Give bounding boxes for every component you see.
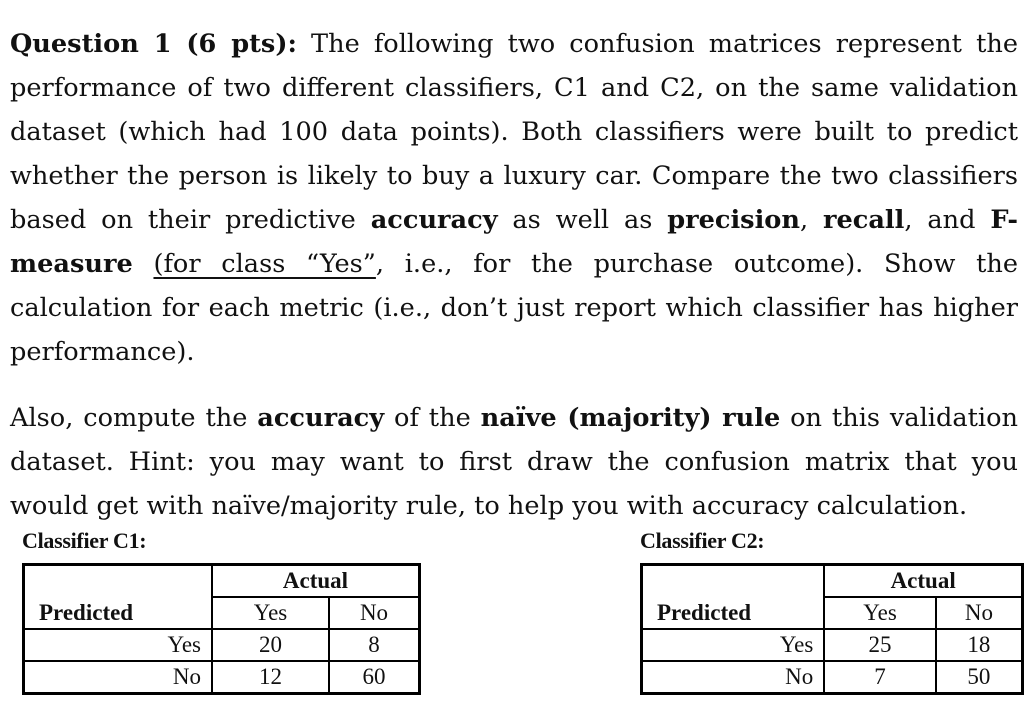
classifier-c2 [640,528,1024,695]
question-text [10,22,1018,528]
actual-header: Actual [824,565,1022,598]
question-paragraph-2 [10,396,1018,528]
question-text-segment: Also, compute the [10,403,258,433]
matrix-corner [642,565,825,598]
question-text-segment: on this validation dataset. Hint: you may want to first draw the confusion matrix that you would get with naïve/majority rule, to help you with accuracy calculation. [10,403,1019,521]
cell-pred-no-actual-no: 50 [936,661,1023,694]
bold-accuracy: accuracy [257,403,385,433]
underlined-class-yes: (for class “Yes” [153,249,376,279]
cell-pred-yes-actual-yes: 25 [824,629,935,661]
bold-accuracy: accuracy [370,205,498,235]
cell-pred-no-actual-yes: 12 [212,661,329,694]
bold-naive-rule: naïve (majority) rule [480,403,781,433]
question-label: Question 1 (6 pts): [10,29,297,59]
classifier-title: Classifier C1: [22,528,147,553]
question-text-segment [133,249,154,279]
bold-precision: precision [667,205,800,235]
question-text-segment: , [799,205,823,235]
question-paragraph-1 [10,22,1018,374]
row-label-no: No [642,661,825,694]
question-text-segment: , and [904,205,991,235]
col-header-yes: Yes [212,597,329,629]
predicted-header: Predicted [24,597,213,629]
predicted-header: Predicted [642,597,825,629]
col-header-no: No [329,597,420,629]
confusion-matrix-c2 [640,563,1024,695]
cell-pred-no-actual-no: 60 [329,661,420,694]
question-text-segment: as well as [497,205,668,235]
matrix-corner [24,565,213,598]
cell-pred-no-actual-yes: 7 [824,661,935,694]
question-text-segment: The following two confusion matrices represent the performance of two different classifiers, C1 and C2, on the same validation dataset (which had 100 data points). Both classifiers were built to predict whether the person is likely to buy a luxury car. Compare the two classifiers based on their predictive [10,29,1018,235]
row-label-yes: Yes [24,629,213,661]
question-text-segment: , i.e., for the purchase outcome). Show the calculation for each metric (i.e., don’t just report which classifier has higher performance). [10,249,1018,367]
cell-pred-yes-actual-yes: 20 [212,629,329,661]
classifier-title: Classifier C2: [640,528,765,553]
cell-pred-yes-actual-no: 8 [329,629,420,661]
question-text-segment: of the [384,403,481,433]
col-header-yes: Yes [824,597,935,629]
classifier-c1 [22,528,421,695]
row-label-no: No [24,661,213,694]
actual-header: Actual [212,565,420,598]
confusion-matrix-c1 [22,563,421,695]
col-header-no: No [936,597,1023,629]
row-label-yes: Yes [642,629,825,661]
bold-f-measure: F-measure [10,205,1018,279]
cell-pred-yes-actual-no: 18 [936,629,1023,661]
bold-recall: recall [822,205,905,235]
